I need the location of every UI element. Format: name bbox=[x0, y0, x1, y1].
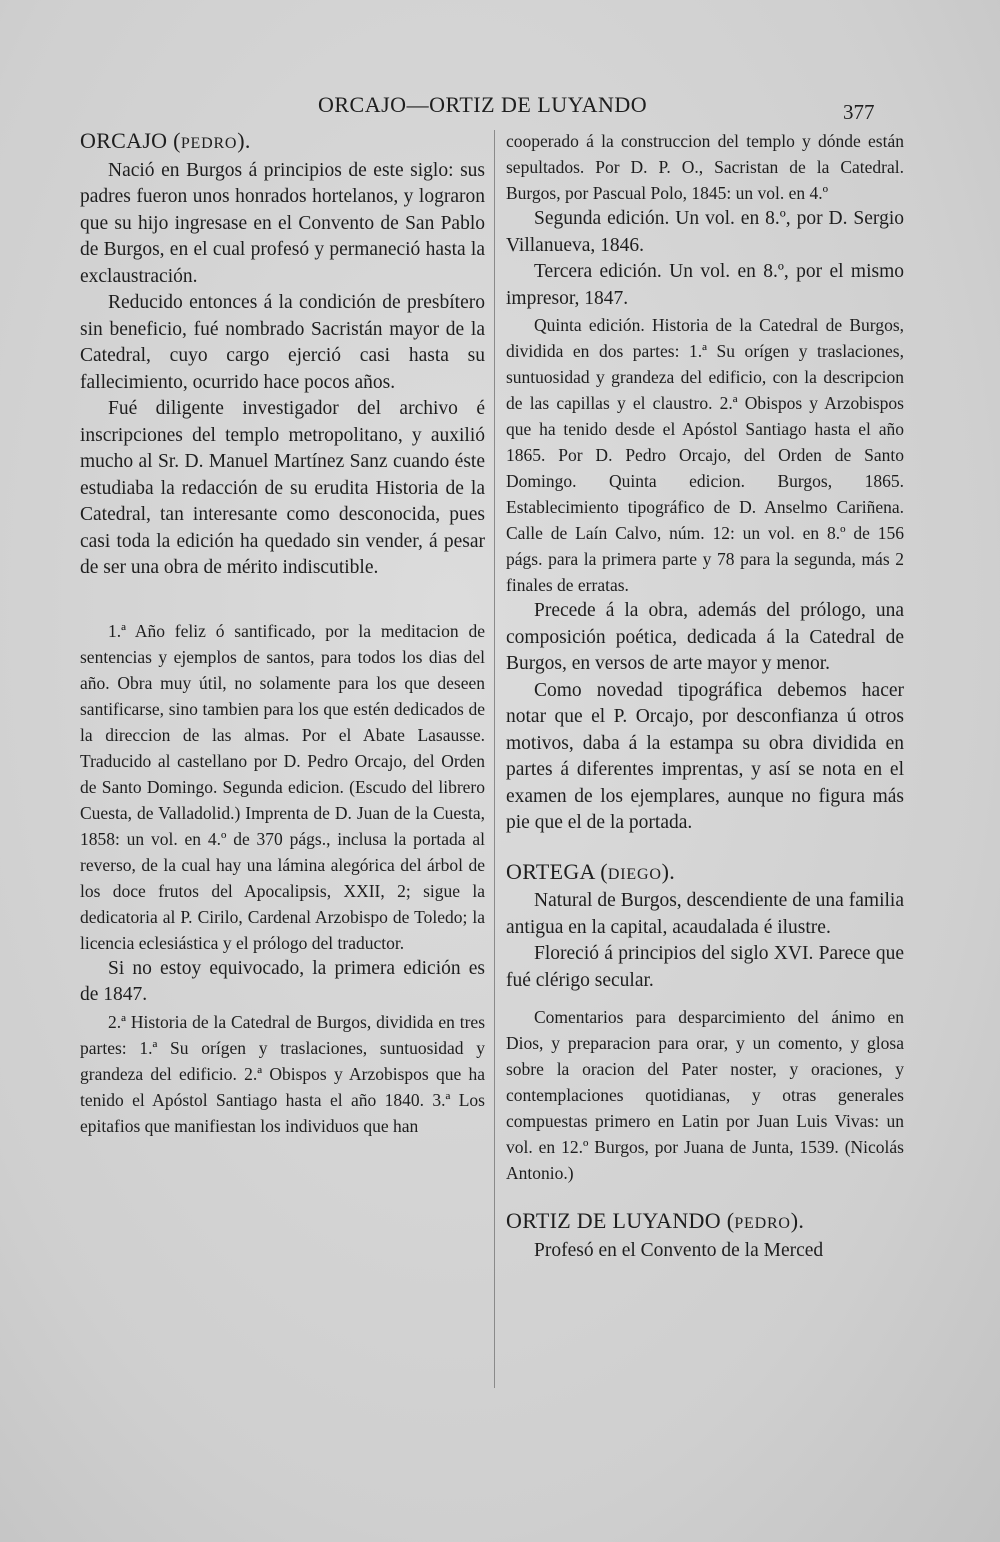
paragraph: Quinta edición. Historia de la Catedral de Burgos, dividida en dos partes: 1.ª Su orígen y traslaciones, suntuosidad y grandeza del edificio, con la descripcion de las capillas y el claustro. 2.ª Obispos y Arzobispos que ha tenido desde el Apóstol Santiago hasta el año 1865. Por D. Pedro Orcajo, del Orden de Santo Domingo. Quinta edicion. Burgos, 1865. Establecimiento tipográfico de D. Anselmo Cariñena. Calle de Laín Calvo, núm. 12: un vol. en 8.º de 156 págs. para la primera parte y 78 para la segunda, más 2 finales de erratas. bbox=[506, 315, 904, 595]
paragraph: Segunda edición. Un vol. en 8.º, por D. Sergio Villanueva, 1846. bbox=[506, 208, 904, 256]
bibliography-entry-2: 2.ª Historia de la Catedral de Burgos, dividida en tres partes: 1.ª Su orígen y traslaciones, suntuosidad y grandeza del edificio. 2.ª Obispos y Arzobispos que ha tenido el Apóstol Santiago hasta el año 1840. 3.ª Los epitafios que manifiestan los individuos que han bbox=[80, 1011, 485, 1136]
entry-heading-ortega: ORTEGA (DIEGO). bbox=[506, 858, 676, 884]
right-column bbox=[506, 128, 904, 1264]
paragraph: Como novedad tipográfica debemos hacer notar que el P. Orcajo, por desconfianza ú otros motivos, daba á la estampa su obra dividida en partes á diferentes imprentas, y así se nota en el examen de los ejemplares, aunque no figura más pie que el de la portada. bbox=[506, 679, 904, 833]
paragraph: Fué diligente investigador del archivo é inscripciones del templo metropolitano, y auxilió mucho al Sr. D. Manuel Martínez Sanz cuando éste estudiaba la redacción de su erudita Historia de la Catedral, tan interesante como desconocida, pues casi toda la edición ha quedado sin vender, á pesar de ser una obra de mérito indiscutible. bbox=[80, 398, 485, 578]
paragraph: Si no estoy equivocado, la primera edición es de 1847. bbox=[80, 957, 485, 1005]
paragraph: Nació en Burgos á principios de este siglo: sus padres fueron unos honrados hortelanos, y lograron que su hijo ingresase en el Convento de San Pablo de Burgos, en el cual profesó y permaneció hasta la exclaustración. bbox=[80, 159, 485, 287]
paragraph: Profesó en el Convento de la Merced bbox=[534, 1239, 824, 1261]
paragraph: Reducido entonces á la condición de presbítero sin beneficio, fué nombrado Sacristán mayor de la Catedral, cuyo cargo ejerció casi hasta su fallecimiento, ocurrido hace pocos años. bbox=[80, 292, 485, 393]
column-divider bbox=[494, 130, 495, 1388]
paragraph: Tercera edición. Un vol. en 8.º, por el mismo impresor, 1847. bbox=[506, 261, 904, 309]
paragraph: Precede á la obra, además del prólogo, una composición poética, dedicada á la Catedral de Burgos, en versos de arte mayor y menor. bbox=[506, 600, 904, 674]
running-head: ORCAJO—ORTIZ DE LUYANDO bbox=[318, 92, 648, 117]
paragraph: Floreció á principios del siglo XVI. Parece que fué clérigo secular. bbox=[506, 943, 904, 991]
page-number: 377 bbox=[843, 100, 875, 124]
bibliography-entry-2-continued: cooperado á la construccion del templo y dónde están sepultados. Por D. P. O., Sacristan de la Catedral. Burgos, por Pascual Polo, 1845: un vol. en 4.º bbox=[506, 131, 904, 203]
bibliography-entry-1: 1.ª Año feliz ó santificado, por la meditacion de sentencias y ejemplos de santos, para todos los dias del año. Obra muy útil, no solamente para los que deseen santificarse, sino tambien para los que estén dedicados de la direccion de las almas. Por el Abate Lasausse. Traducido al castellano por D. Pedro Orcajo, del Orden de Santo Domingo. Segunda edicion. (Escudo del librero Cuesta, de Valladolid.) Imprenta de D. Juan de la Cuesta, 1858: un vol. en 4.º de 370 págs., inclusa la portada al reverso, de la cual hay una lámina alegórica del árbol de los doce frutos del Apocalipsis, XXII, 2; sigue la dedicatoria al P. Cirilo, Cardenal Arzobispo de Toledo; la licencia eclesiástica y el prólogo del traductor. bbox=[80, 620, 485, 953]
paragraph: Natural de Burgos, descendiente de una familia antigua en la capital, acaudalada é ilustre. bbox=[506, 890, 904, 938]
left-column bbox=[80, 128, 485, 1139]
bibliography-entry-ortega: Comentarios para desparcimiento del ánimo en Dios, y preparacion para orar, y un comento, y glosa sobre la oracion del Pater noster, y oraciones, y contemplaciones quotidianas, y otras generales compuestas primero en Latin por Juan Luis Vivas: un vol. en 12.º Burgos, por Juana de Junta, 1539. (Nicolás Antonio.) bbox=[506, 1007, 904, 1183]
entry-heading-orcajo: ORCAJO (PEDRO). bbox=[80, 128, 251, 153]
entry-heading-ortiz: ORTIZ DE LUYANDO (PEDRO). bbox=[506, 1208, 805, 1233]
